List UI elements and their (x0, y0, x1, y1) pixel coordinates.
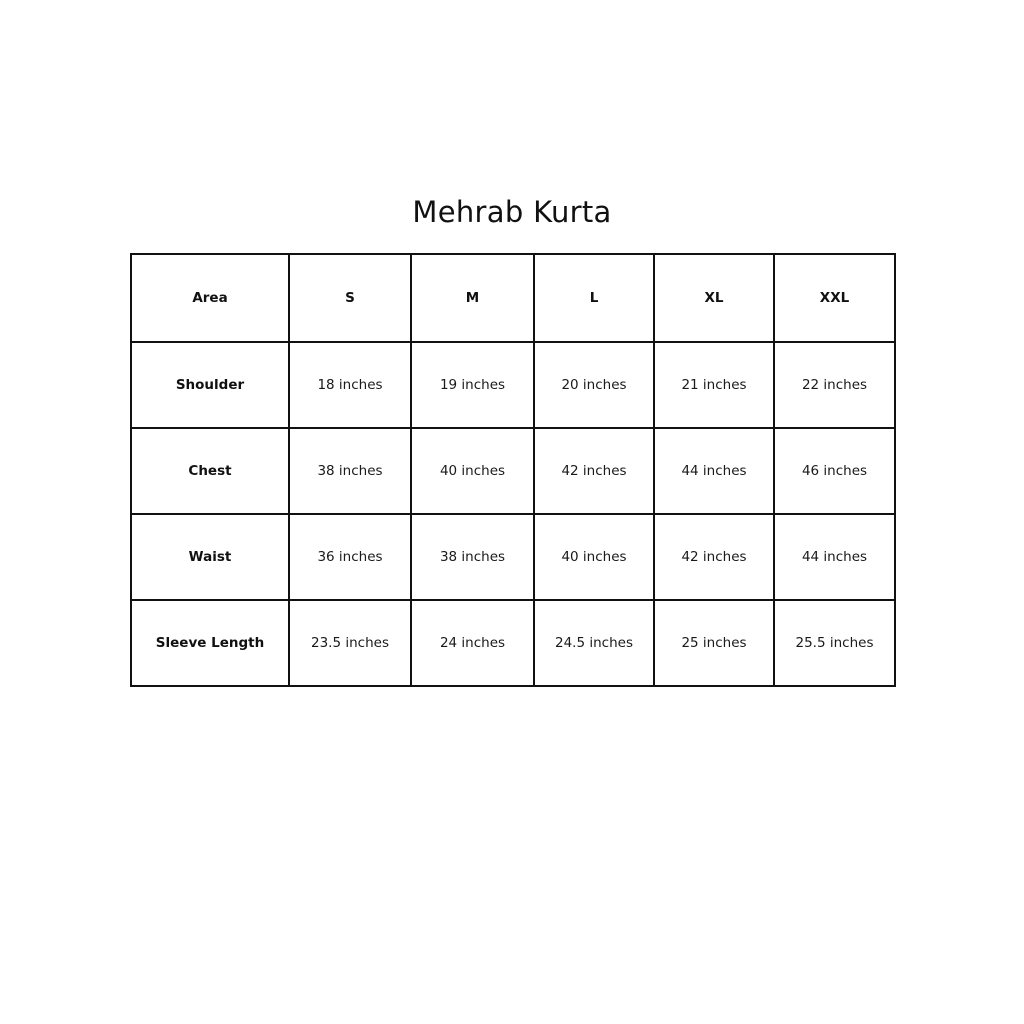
table-row (131, 342, 895, 428)
row-label-sleeve-length: Sleeve Length (131, 600, 289, 686)
header-size-s: S (289, 254, 411, 342)
table-cell: 25 inches (654, 600, 774, 686)
table-cell: 46 inches (774, 428, 895, 514)
header-size-l: L (534, 254, 654, 342)
table-row (131, 514, 895, 600)
table-cell: 21 inches (654, 342, 774, 428)
table-cell: 24.5 inches (534, 600, 654, 686)
table-cell: 36 inches (289, 514, 411, 600)
table-cell: 40 inches (534, 514, 654, 600)
table-cell: 40 inches (411, 428, 534, 514)
table-cell: 19 inches (411, 342, 534, 428)
table-cell: 38 inches (411, 514, 534, 600)
table-cell: 22 inches (774, 342, 895, 428)
table-row (131, 428, 895, 514)
table-cell: 38 inches (289, 428, 411, 514)
table-cell: 44 inches (774, 514, 895, 600)
row-label-waist: Waist (131, 514, 289, 600)
table-cell: 44 inches (654, 428, 774, 514)
table-cell: 20 inches (534, 342, 654, 428)
header-size-m: M (411, 254, 534, 342)
table-cell: 24 inches (411, 600, 534, 686)
row-label-chest: Chest (131, 428, 289, 514)
page-title: Mehrab Kurta (412, 195, 612, 229)
row-label-shoulder: Shoulder (131, 342, 289, 428)
header-size-xl: XL (654, 254, 774, 342)
table-cell: 23.5 inches (289, 600, 411, 686)
table-header-row (131, 254, 895, 342)
table-cell: 42 inches (534, 428, 654, 514)
header-area: Area (131, 254, 289, 342)
header-size-xxl: XXL (774, 254, 895, 342)
table-row (131, 600, 895, 686)
table-cell: 18 inches (289, 342, 411, 428)
size-chart-table (130, 253, 896, 687)
table-cell: 25.5 inches (774, 600, 895, 686)
table-cell: 42 inches (654, 514, 774, 600)
